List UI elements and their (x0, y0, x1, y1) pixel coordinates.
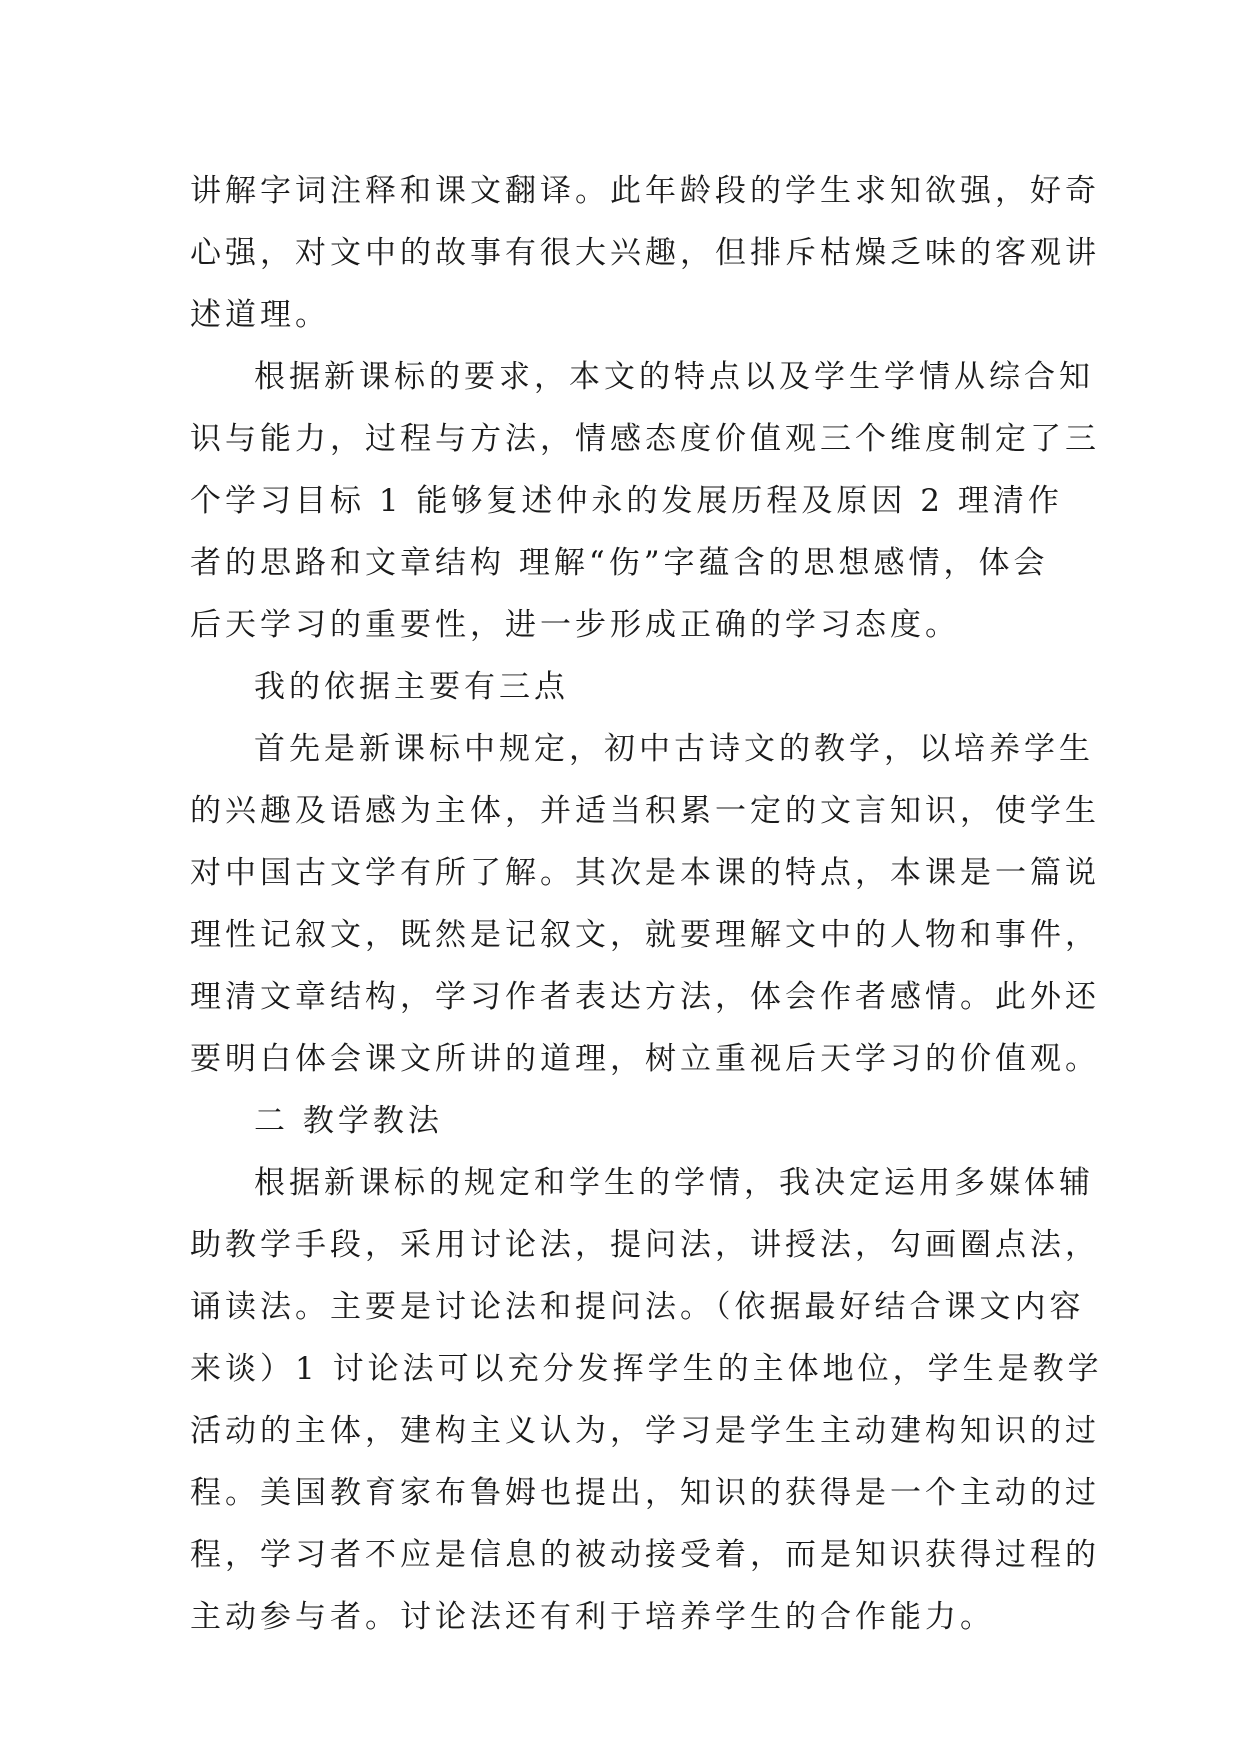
text-line: 程，学习者不应是信息的被动接受着，而是知识获得过程的 (190, 1537, 1100, 1573)
text-line: 理性记叙文，既然是记叙文，就要理解文中的人物和事件， (190, 917, 1100, 953)
text-line: 的兴趣及语感为主体，并适当积累一定的文言知识，使学生 (190, 793, 1100, 829)
text-line: 来谈）1 讨论法可以充分发挥学生的主体地位，学生是教学 (190, 1351, 1103, 1387)
text-line: 理清文章结构，学习作者表达方法，体会作者感情。此外还 (190, 979, 1100, 1015)
section-heading: 二 教学教法 (254, 1103, 443, 1139)
text-line: 个学习目标 1 能够复述仲永的发展历程及原因 2 理清作 (190, 483, 1063, 519)
document-page (190, 160, 1103, 1648)
text-line: 主动参与者。讨论法还有利于培养学生的合作能力。 (190, 1599, 995, 1635)
paragraph-start-line: 我的依据主要有三点 (254, 669, 569, 705)
paragraph-start-line: 根据新课标的要求，本文的特点以及学生学情从综合知 (254, 359, 1094, 395)
text-line: 心强，对文中的故事有很大兴趣，但排斥枯燥乏味的客观讲 (190, 235, 1100, 271)
text-line: 识与能力，过程与方法，情感态度价值观三个维度制定了三 (190, 421, 1100, 457)
text-line: 后天学习的重要性，进一步形成正确的学习态度。 (190, 607, 960, 643)
text-line: 者的思路和文章结构 理解“伤”字蕴含的思想感情，体会 (190, 545, 1049, 581)
text-line: 对中国古文学有所了解。其次是本课的特点，本课是一篇说 (190, 855, 1100, 891)
text-line: 程。美国教育家布鲁姆也提出，知识的获得是一个主动的过 (190, 1475, 1100, 1511)
text-line: 述道理。 (190, 297, 330, 333)
paragraph-start-line: 根据新课标的规定和学生的学情，我决定运用多媒体辅 (254, 1165, 1094, 1201)
text-line: 助教学手段，采用讨论法，提问法，讲授法，勾画圈点法， (190, 1227, 1100, 1263)
text-line: 活动的主体，建构主义认为，学习是学生主动建构知识的过 (190, 1413, 1100, 1449)
text-line: 要明白体会课文所讲的道理，树立重视后天学习的价值观。 (190, 1041, 1100, 1077)
paragraph-start-line: 首先是新课标中规定，初中古诗文的教学，以培养学生 (254, 731, 1094, 767)
text-line: 讲解字词注释和课文翻译。此年龄段的学生求知欲强，好奇 (190, 173, 1100, 209)
text-line: 诵读法。主要是讨论法和提问法。（依据最好结合课文内容 (190, 1289, 1085, 1325)
